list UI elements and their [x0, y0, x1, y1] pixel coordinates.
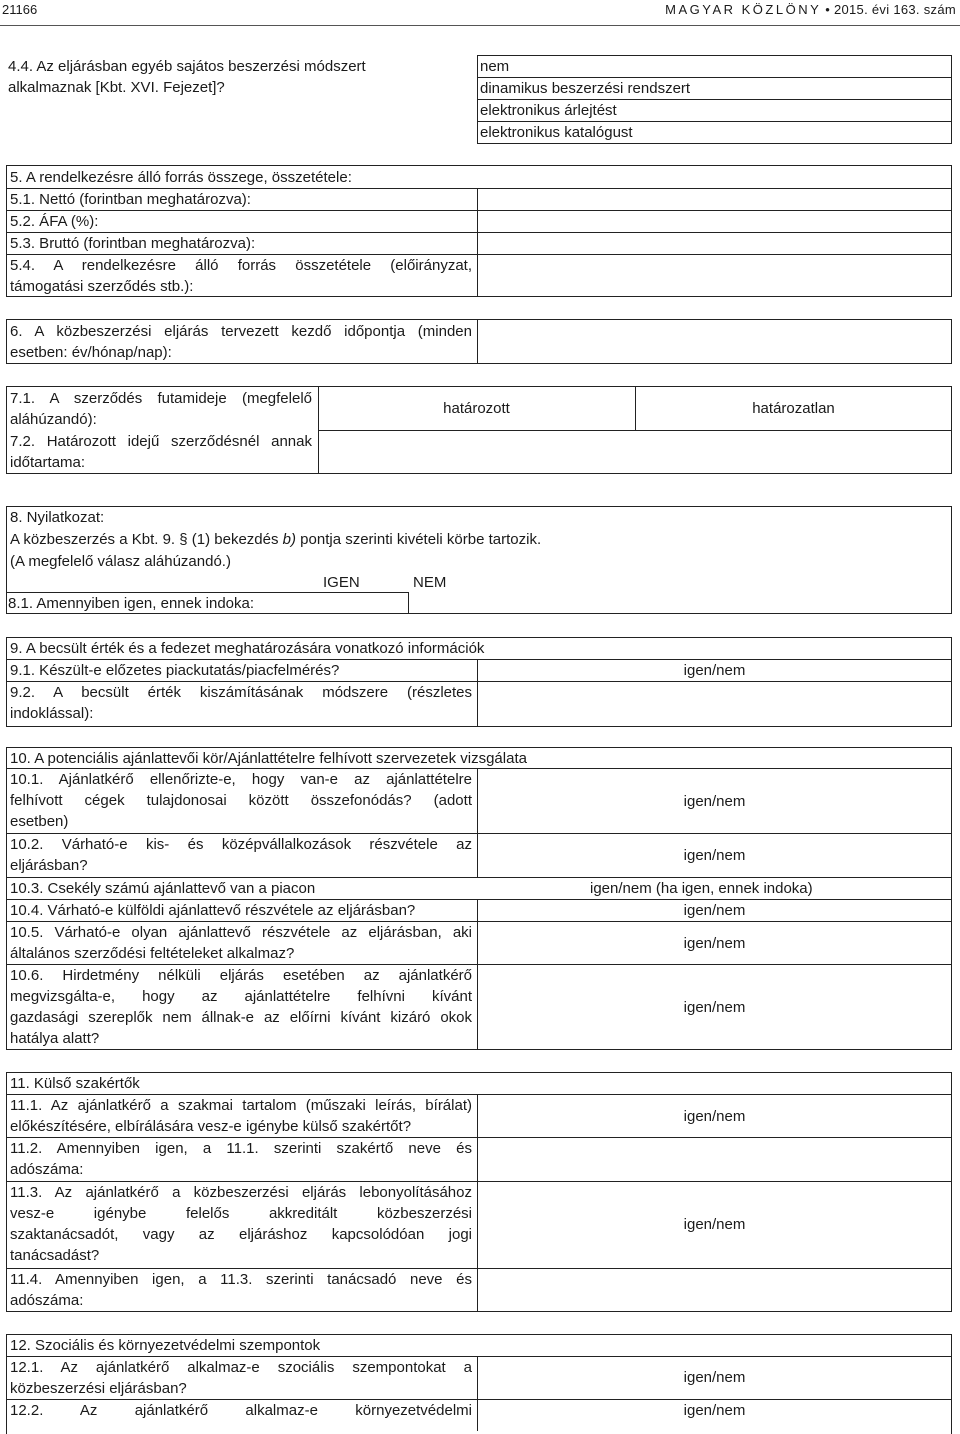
row-6-line2: esetben: év/hónap/nap): [10, 344, 172, 361]
row-12-2-line1: 12.2. Az ajánlatkérő alkalmaz-e környezetvédelmi [10, 1402, 472, 1419]
q4-4-line2: alkalmaznak [Kbt. XVI. Fejezet]? [8, 79, 225, 96]
section-12-title: 12. Szociális és környezetvédelmi szempontok [10, 1337, 321, 1354]
row-10-5-line2: általános szerződési feltételeket alkalmaz? [10, 945, 295, 962]
row-10-6-line1: 10.6. Hirdetmény nélküli eljárás esetében az ajánlatkérő [10, 967, 472, 984]
option-katalogus[interactable]: elektronikus katalógust [480, 124, 633, 141]
row-11-3-line3: szaktanácsadót, vagy az eljáráshoz kapcsolódóan jogi [10, 1226, 472, 1243]
row-11-2-line1: 11.2. Amennyiben igen, a 11.1. szerinti szakértő neve és [10, 1140, 472, 1157]
option-hatarozott[interactable]: határozott [443, 400, 510, 417]
row-11-1-line1: 11.1. Az ajánlatkérő a szakmai tartalom (műszaki leírás, bírálat) [10, 1097, 472, 1114]
answer-10-3[interactable]: igen/nem (ha igen, ennek indoka) [590, 880, 813, 897]
row-10-6-line2: megvizsgálta-e, hogy az ajánlattételre felhívni kívánt [10, 988, 472, 1005]
option-arlejtes[interactable]: elektronikus árlejtést [480, 102, 617, 119]
row-11-4-line2: adószáma: [10, 1292, 84, 1309]
row-10-1-line3: esetben) [10, 813, 69, 830]
q4-4-line1: 4.4. Az eljárásban egyéb sajátos beszerzési módszert [8, 58, 366, 75]
answer-12-1[interactable]: igen/nem [683, 1369, 746, 1386]
row-6-line1: 6. A közbeszerzési eljárás tervezett kezdő időpontja (minden [10, 323, 472, 340]
answer-10-4[interactable]: igen/nem [683, 902, 746, 919]
row-5-2: 5.2. ÁFA (%): [10, 213, 99, 230]
page-header [0, 0, 960, 20]
row-12-1-line2: közbeszerzési eljárásban? [10, 1380, 187, 1397]
row-12-1-line1: 12.1. Az ajánlatkérő alkalmaz-e szociális szempontokat a [10, 1359, 472, 1376]
divider [318, 430, 952, 431]
row-7-2-line2: időtartama: [10, 454, 86, 471]
option-dinamikus[interactable]: dinamikus beszerzési rendszert [480, 80, 691, 97]
statement-note: (A megfelelő válasz aláhúzandó.) [10, 553, 231, 570]
row-9-1: 9.1. Készült-e előzetes piackutatás/piacfelmérés? [10, 662, 340, 679]
bullet-separator: • [825, 2, 834, 17]
answer-10-6[interactable]: igen/nem [683, 999, 746, 1016]
statement-point: b) [282, 531, 296, 548]
section-11-title: 11. Külső szakértők [10, 1075, 140, 1092]
row-7-1-line2: aláhúzandó): [10, 411, 97, 428]
divider [477, 319, 478, 364]
row-11-3-line4: tanácsadást? [10, 1247, 100, 1264]
option-nem[interactable]: NEM [413, 574, 447, 591]
row-7-1-line1: 7.1. A szerződés futamideje (megfelelő [10, 390, 312, 407]
row-11-4-line1: 11.4. Amennyiben igen, a 11.3. szerinti tanácsadó neve és [10, 1271, 472, 1288]
answer-11-1[interactable]: igen/nem [683, 1108, 746, 1125]
row-10-6-line3: gazdasági szereplők nem állnak-e az előírni kívánt kizáró okok [10, 1009, 472, 1026]
row-10-3: 10.3. Csekély számú ajánlattevő van a piacon [10, 880, 316, 897]
row-10-4: 10.4. Várható-e külföldi ajánlattevő részvétele az eljárásban? [10, 902, 416, 919]
row-11-2-line2: adószáma: [10, 1161, 84, 1178]
statement-8 [10, 529, 541, 551]
row-5-3: 5.3. Bruttó (forintban meghatározva): [10, 235, 256, 252]
answer-10-1[interactable]: igen/nem [683, 793, 746, 810]
statement-part: pontja szerinti kivételi körbe tartozik. [296, 531, 542, 548]
row-10-5-line1: 10.5. Várható-e olyan ajánlattevő részvétele az eljárásban, aki [10, 924, 472, 941]
divider [408, 592, 409, 614]
section-5-title: 5. A rendelkezésre álló forrás összege, összetétele: [10, 169, 352, 186]
row-11-3-line1: 11.3. Az ajánlatkérő a közbeszerzési eljárás lebonyolításához [10, 1184, 472, 1201]
option-hatarozatlan[interactable]: határozatlan [752, 400, 835, 417]
section-8-title: 8. Nyilatkozat: [10, 509, 105, 526]
row-10-6-line4: hatálya alatt? [10, 1030, 100, 1047]
answer-10-2[interactable]: igen/nem [683, 847, 746, 864]
divider [477, 188, 478, 297]
row-8-1: 8.1. Amennyiben igen, ennek indoka: [8, 595, 255, 612]
row-10-2-line1: 10.2. Várható-e kis- és középvállalkozások részvétele az [10, 836, 472, 853]
divider [477, 899, 478, 1050]
section-10-title: 10. A potenciális ajánlattevői kör/Ajánlattételre felhívott szervezetek vizsgálata [10, 750, 527, 767]
row-5-4-line2: támogatási szerződés stb.): [10, 278, 194, 295]
statement-part: A közbeszerzés a Kbt. 9. § (1) bekezdés [10, 531, 283, 548]
issue-label: 2015. évi 163. szám [833, 2, 956, 17]
row-10-1-line2: felhívott cégek tulajdonosai között összefonódás? (adott [10, 792, 472, 809]
option-igen[interactable]: IGEN [323, 574, 360, 591]
row-9-2-line1: 9.2. A becsült érték kiszámításának módszere (részletes [10, 684, 472, 701]
row-11-1-line2: előkészítésére, elbírálására vesz-e igénybe külső szakértőt? [10, 1118, 412, 1135]
row-5-1: 5.1. Nettó (forintban meghatározva): [10, 191, 251, 208]
row-11-3-line2: vesz-e igénybe felelős akkreditált közbeszerzési [10, 1205, 472, 1222]
row-10-2-line2: eljárásban? [10, 857, 88, 874]
row-9-2-line2: indoklással): [10, 705, 94, 722]
row-10-1-line1: 10.1. Ajánlatkérő ellenőrizte-e, hogy van-e az ajánlattételre [10, 771, 472, 788]
journal-issue [665, 2, 956, 17]
row-5-4-line1: 5.4. A rendelkezésre álló forrás összetétele (előirányzat, [10, 257, 472, 274]
option-nem[interactable]: nem [480, 58, 510, 75]
answer-12-2[interactable]: igen/nem [683, 1402, 746, 1419]
answer-9-1[interactable]: igen/nem [683, 662, 746, 679]
answer-10-5[interactable]: igen/nem [683, 935, 746, 952]
header-divider [0, 25, 960, 26]
page-number: 21166 [2, 2, 38, 17]
section-9-title: 9. A becsült érték és a fedezet meghatározására vonatkozó információk [10, 640, 485, 657]
row-7-2-line1: 7.2. Határozott idejű szerződésnél annak [10, 433, 312, 450]
answer-11-3[interactable]: igen/nem [683, 1216, 746, 1233]
journal-name: MAGYAR KÖZLÖNY [665, 2, 822, 17]
